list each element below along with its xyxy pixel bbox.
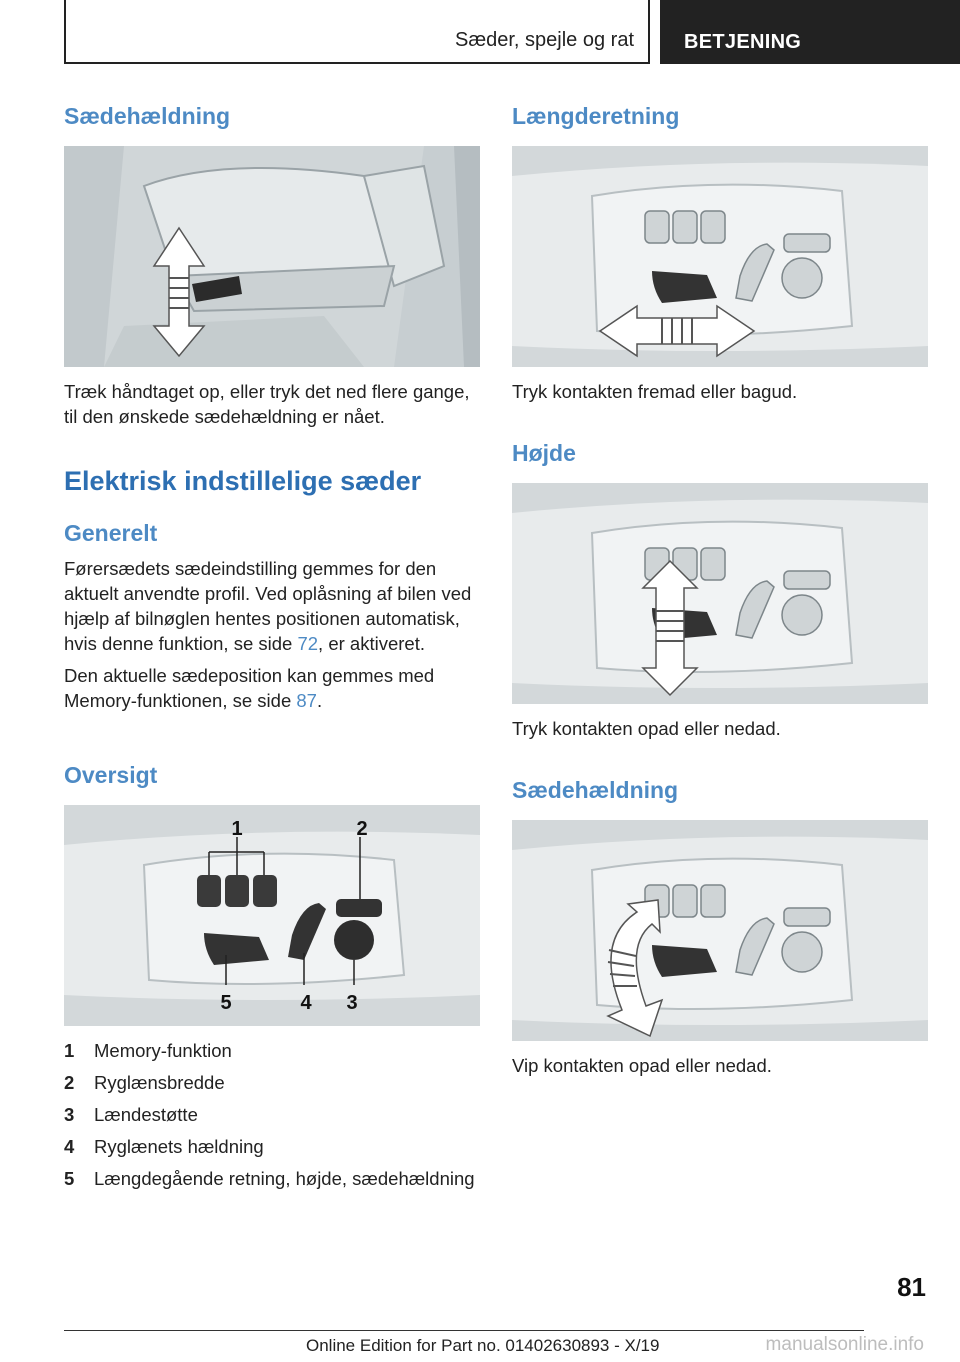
footer-divider xyxy=(64,1330,864,1331)
general-paragraph-2 xyxy=(64,663,480,713)
list-text: Længdegående retning, højde, sædehældning xyxy=(94,1168,475,1189)
right-seat-tilt-heading: Sædehældning xyxy=(512,777,679,803)
overview-heading: Oversigt xyxy=(64,762,158,788)
list-text: Lændestøtte xyxy=(94,1104,198,1125)
seat-tilt-lever-figure xyxy=(64,146,480,367)
page-number: 81 xyxy=(897,1272,926,1302)
height-text: Tryk kontakten opad eller nedad. xyxy=(512,718,781,739)
height-heading: Højde xyxy=(512,440,576,466)
seat-tilt-heading: Sædehældning xyxy=(64,103,231,129)
list-item xyxy=(64,1070,480,1095)
callout-5: 5 xyxy=(220,992,232,1014)
page-link-87[interactable]: 87 xyxy=(296,690,317,711)
list-number: 1 xyxy=(64,1040,75,1061)
seat-tilt-switch-text: Vip kontakten opad eller nedad. xyxy=(512,1055,772,1076)
general-text xyxy=(64,556,480,713)
callout-4: 4 xyxy=(300,992,312,1014)
list-text: Ryglænets hældning xyxy=(94,1136,264,1157)
general-paragraph-1 xyxy=(64,556,480,656)
header-title: Sæder, spejle og rat xyxy=(455,29,634,51)
list-item xyxy=(64,1102,480,1127)
list-item xyxy=(64,1134,480,1159)
seat-tilt-switch-figure xyxy=(512,820,928,1041)
list-text: Memory-funktion xyxy=(94,1040,232,1061)
header-section-box xyxy=(660,0,960,64)
longitudinal-figure xyxy=(512,146,928,367)
general-heading: Generelt xyxy=(64,520,158,546)
footer-edition: Online Edition for Part no. 01402630893 - X/19 xyxy=(306,1336,660,1355)
list-text: Ryglænsbredde xyxy=(94,1072,225,1093)
watermark: manualsonline.info xyxy=(765,1334,924,1355)
header-title-box xyxy=(64,0,650,64)
list-item xyxy=(64,1038,480,1063)
general-p2-tail: . xyxy=(316,690,323,711)
header-section: BETJENING xyxy=(684,31,802,53)
callout-3: 3 xyxy=(346,992,358,1014)
seat-controls-overview-figure xyxy=(64,805,480,1026)
list-item xyxy=(64,1166,480,1191)
page-link-72[interactable]: 72 xyxy=(297,633,319,654)
list-number: 5 xyxy=(64,1168,75,1189)
general-p2-text: Den aktuelle sædeposition kan gemmes med Memory-funktionen, se side xyxy=(64,665,435,711)
list-number: 4 xyxy=(64,1136,75,1157)
longitudinal-heading: Længderetning xyxy=(512,103,680,129)
seat-tilt-text: Træk håndtaget op, eller tryk det ned flere gange, til den ønskede sædehældning er nået. xyxy=(64,381,470,427)
height-figure xyxy=(512,483,928,704)
callout-1: 1 xyxy=(231,818,243,840)
list-number: 2 xyxy=(64,1072,75,1093)
callout-2: 2 xyxy=(356,818,368,840)
general-p1-tail: , er aktiveret. xyxy=(318,633,425,654)
electric-seats-heading: Elektrisk indstillelige sæder xyxy=(64,466,422,496)
overview-list xyxy=(64,1038,480,1198)
longitudinal-text: Tryk kontakten fremad eller bagud. xyxy=(512,381,798,402)
general-p1-text: Førersædets sædeindstilling gemmes for den aktuelt anvendte profil. Ved oplåsning af bilen ved hjælp af bilnøglen hentes positionen automatisk, hvis denne funktion, se side xyxy=(64,558,472,654)
list-number: 3 xyxy=(64,1104,75,1125)
